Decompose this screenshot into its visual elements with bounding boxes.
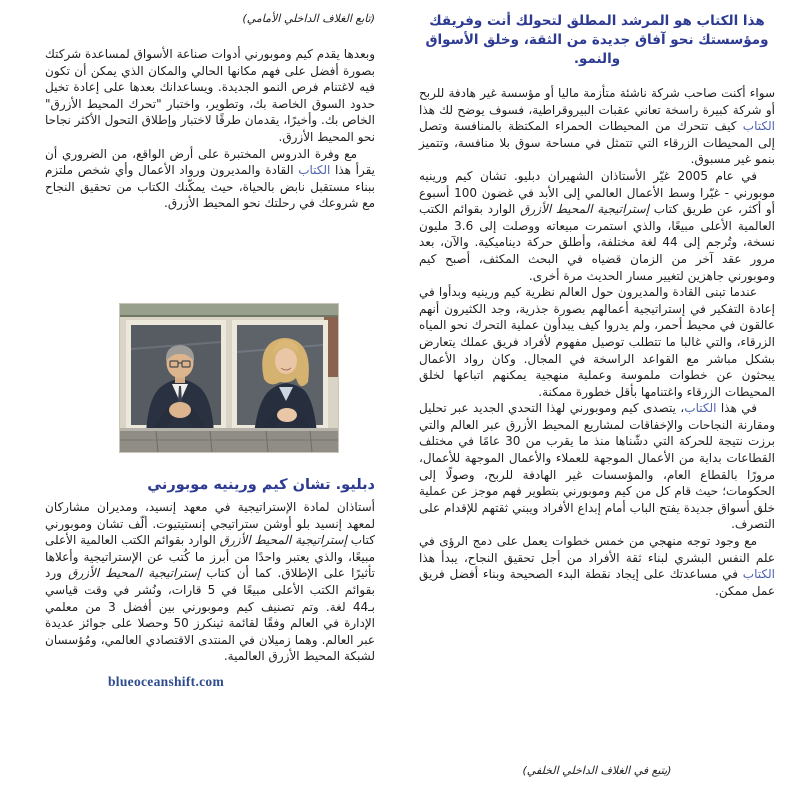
right-column xyxy=(419,10,775,792)
text-segment: ، يتصدى كيم وموبورني لهذا التحدي الجديد عبر تحليل ومقارنة النجاحات والإخفاقات لمشاريع المحيط الأزرق عبر العالم والتي برزت نتيجة للحركة التي دشّناها منذ ما يقرب من 30 عامًا في مختلف القطاعات بداية من الأعمال الموجهة للعملاء والأعمال الموجهة للأعمال، مرورًا بالقطاع العام، والمؤسسات غير الهادفة للربح، وصولًا إلى الحكومات؛ حيث قام كل من كيم وموبورني بتطوير فهم موجز عن عملية خلق أسواق جديدة يفتح الباب أمام إبداع الأفراد ويبني ثقتهم للإقدام على التصرف. xyxy=(419,401,775,532)
text-segment: في مساعدتك على إيجاد نقطة البدء الصحيحة وبناء أفضل فريق عمل ممكن. xyxy=(419,567,775,598)
author-heading: دبليو. تشان كيم ورينيه موبورني xyxy=(147,477,375,493)
text-segment: أستاذان لمادة الإستراتيجية في معهد إنسيد، ومديران مشاركان لمعهد إنسيد بلو أوشن ستراتيجي إنستيتيوت. ألّف تشان وموبورني كتاب xyxy=(45,500,376,548)
text-segment: عندما تبنى القادة والمديرون حول العالم نظرية كيم ورينيه وبدأوا في إعادة التفكير في إستراتيجية أعمالهم بصورة جذرية، وجد الكثيرون أنهم عالقون في محيط أحمر، ولم يدروا كيف يبدأون عملية التحرك نحو المياه الزرقاء، والتي غالبا ما تتطلب توصيل مفهوم لأفراد فريق عملك يتعارض بشكل مباشر مع القواعد الراسخة في المجال. وكان رواد الأعمال يبحثون عن خطوات ملموسة وعملية منهجية يمكنهم اتباعها لخلق المحيطات الزرقاء واغتنامها بأقل خطورة ممكنة. xyxy=(419,285,775,399)
author-block xyxy=(45,476,375,690)
book-title-italic: إستراتيجية المحيط الأزرق xyxy=(219,533,347,548)
text-segment: في هذا xyxy=(716,401,758,416)
text-segment: وبعدها يقدم كيم وموبورني أدوات صناعة الأسواق لمساعدة شركتك بصورة أفضل على فهم مكانها الحالي والمكان الذي يمكن أن تكون فيه لاغتنام فرص النمو الجديدة. ويساعدانك بعدها على إعادة تخيل حدود السوق الخاصة بك، وتطوير، واختبار "تحرك المحيط الأزرق" الخاص بك. وأخيرًا، يقدمان طرقًا لاختبار وإطلاق التحول الأكثر نجاحا نحو المحيط الأزرق. xyxy=(45,47,375,144)
text-segment: الوارد بقوائم الكتب العالمية الأعلى مبيعًا، والذي يعتبر واحدًا من أبرز ما كُتب عن الإستراتيجية وأعلاها تأثيرًا على الإطلاق. كما أن كتاب xyxy=(45,533,376,581)
awning xyxy=(120,304,338,315)
stone-ledge xyxy=(120,428,338,452)
clasped-hands xyxy=(169,402,191,418)
text-segment: مع وفرة الدروس المختبرة على أرض الواقع، من الضروري أن يقرأ هذا xyxy=(45,146,375,178)
author-bio xyxy=(45,499,375,665)
paragraph xyxy=(419,168,775,284)
authors-photo-illustration xyxy=(120,304,338,452)
left-column xyxy=(45,10,375,792)
right-column-paragraphs xyxy=(419,85,775,599)
text-segment: في عام 2005 غيّر الأستاذان الشهيران دبليو. تشان كيم ورينيه موبورني - غيّرا وسط الأعمال العالمي إلى الأبد في غضون 100 أسبوع أو أكثر، عن طريق كتاب xyxy=(419,168,775,217)
text-segment: كيف تتحرك من المحيطات الحمراء المكتظة بالمنافسة وتصل إلى المحيطات الزرقاء التي تتمثل في مساحة سوق بلا منافسة، وتتميز بنمو غير مسبوق. xyxy=(419,119,775,167)
text-segment: الوارد بقوائم الكتب العالمية الأعلى مبيعًا، والذي استمرت مبيعاته ووصلت إلى 3.6 مليون نسخة، وتُرجم إلى 44 لغة مختلفة، وأطلق حركة ديناميكية. والآن، بعد مرور عقد آخر من الزمان قضياه في البحث المكثف، أصبح كيم وموبورني جاهزين لتغيير مسار الحديث مرة أخرى. xyxy=(419,202,775,283)
paragraph xyxy=(419,533,775,599)
text-segment: سواء أكنت صاحب شركة ناشئة متأزمة ماليا أو مؤسسة غير هادفة للربح أو شركة كبيرة راسخة تعاني عقبات البيروقراطية، فسوف يوضح لك هذا xyxy=(419,86,775,117)
paragraph xyxy=(419,400,775,533)
book-word-highlight: الكتاب xyxy=(298,163,331,178)
text-segment: القادة والمديرون ورواد الأعمال وأي شخص ملتزم ببناء مستقبل نابض بالحياة، حيث يمكّنك الكتاب من تحقيق النجاح مع شروعك في رحلتك نحو المحيط الأزرق. xyxy=(45,163,375,211)
book-word-highlight: الكتاب xyxy=(684,401,717,416)
paragraph xyxy=(45,46,375,146)
text-segment: ورد بقوائم الكتب الأعلى مبيعًا في 5 قارات، ونُشر في وقت قياسي بـ44 لغة. وتم تصنيف كيم وموبورني بين أفضل 3 من معلمي الإدارة في العالم وفقًا لقائمة ثينكرز 50 وحصلا على جوائز عديدة عبر العالم. وهما زميلان في المنتدى الاقتصادي العالمي، ومُؤسسان لشبكة المحيط الأزرق العالمية. xyxy=(45,566,376,664)
book-word-highlight: الكتاب xyxy=(742,119,775,134)
continuation-note-bottom: (يتبع في الغلاف الداخلي الخلفي) xyxy=(419,762,775,778)
authors-photo xyxy=(120,304,338,452)
book-title-italic: إستراتيجية المحيط الأزرق xyxy=(68,566,201,581)
text-segment: مع وجود توجه منهجي من خمس خطوات يعمل على دمج الرؤى في علم النفس البشري لبناء ثقة الأفراد من أجل تحقيق النجاح، يبدأ هذا xyxy=(419,534,775,565)
paragraph xyxy=(419,85,775,168)
paragraph xyxy=(45,499,375,665)
website-link[interactable]: blueoceanshift.com xyxy=(108,673,225,689)
clasped-hands xyxy=(277,408,297,422)
paragraph xyxy=(419,284,775,400)
paragraph xyxy=(45,146,375,212)
flap-headline: هذا الكتاب هو المرشد المطلق لتحولك أنت وفريقك ومؤسستك نحو آفاق جديدة من الثقة، وخلق الأسواق والنمو. xyxy=(425,13,769,67)
left-column-paragraphs xyxy=(45,46,375,212)
book-title-italic: إستراتيجية المحيط الأزرق xyxy=(520,202,650,217)
continuation-note-top: (تابع الغلاف الداخلي الأمامي) xyxy=(242,12,375,25)
book-word-highlight: الكتاب xyxy=(742,567,775,582)
